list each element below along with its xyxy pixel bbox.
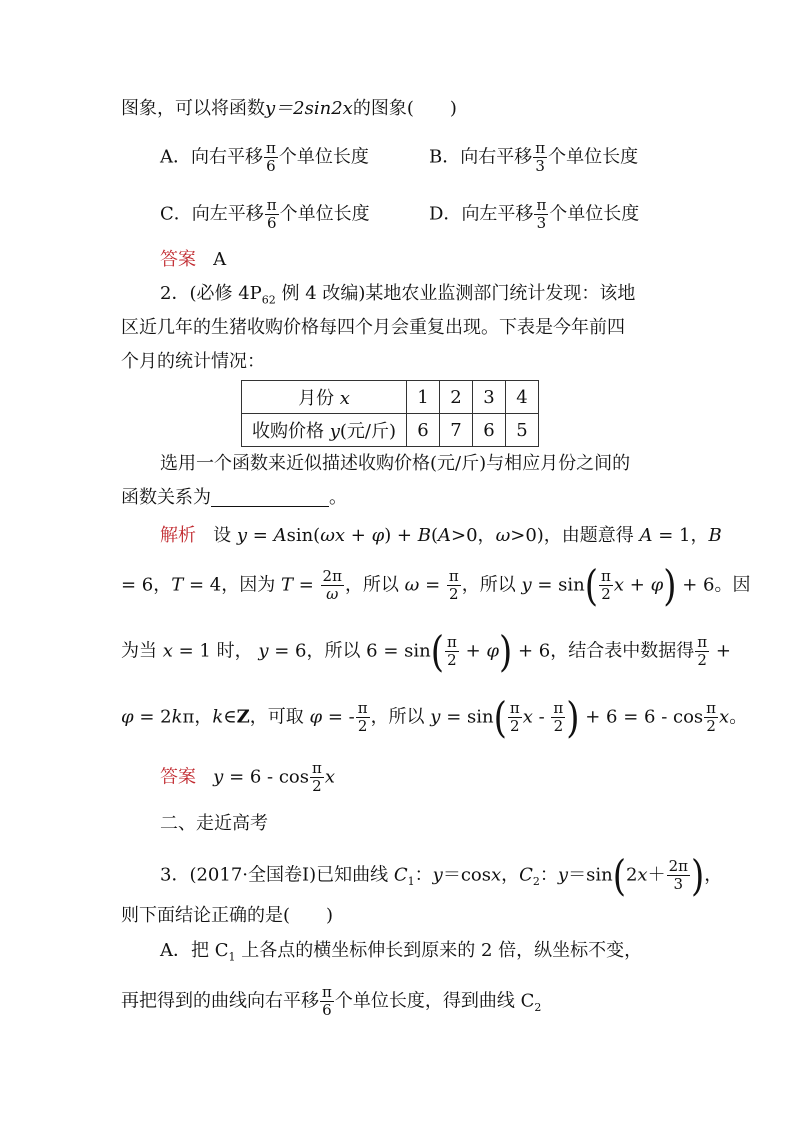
q1-option-d: D．向左平移 $\frac{\pi}{3}$ 个单位长度 [429,196,640,232]
section-title: 二、走近高考 [160,813,268,834]
q3-line2: 则下面结论正确的是( ) [121,905,334,926]
table-row [242,414,539,447]
table-cell: 1 [407,381,440,414]
table-cell: 2 [440,381,473,414]
answer-label: 答案 [160,766,196,788]
q2-analysis-line3: 为当 x = 1 时， y = 6，所以 6 = sin( $\frac{\pi}{2}$ + φ) + 6，结合表中数据得 $\frac{\pi}{2}$ + [121,626,731,677]
q1-option-c: C．向左平移 $\frac{\pi}{6}$ 个单位长度 [160,196,370,232]
q1-stem: 图象，可以将函数y＝2sin2x的图象( ) [121,98,457,119]
table-cell: 7 [440,414,473,447]
q2-line5: 函数关系为 。 [121,487,347,508]
table-cell: 4 [506,381,539,414]
q2-line4: 选用一个函数来近似描述收购价格(元/斤)与相应月份之间的 [160,453,631,474]
answer-label: 答案 [160,249,196,270]
q2-analysis-line1: 解析 设 y = Asin(ωx + φ) + B(A>0，ω>0)，由题意得 A = 1，B [160,525,722,546]
q2-analysis-line4: φ = 2kπ，k∈Z，可取 φ = - $\frac{\pi}{2}$ ，所以 y = sin( $\frac{\pi}{2}$ x - $\frac{\pi}{2}$ ) + 6 = 6 - cos $\frac{\pi}{2}$ x。 [121,692,748,743]
q1-option-a: A．向右平移 $\frac{\pi}{6}$ 个单位长度 [160,139,369,175]
q3-option-a-line2: 再把得到的曲线向右平移 $\frac{\pi}{6}$ 个单位长度，得到曲线 $C_2$ [121,983,542,1019]
q2-analysis-line2: = 6，T = 4，因为 T = $\frac{2\pi}{\omega}$ ，所以 ω = $\frac{\pi}{2}$ ，所以 y = sin( $\frac{\pi}{2}$ x + φ) + 6。因 [121,560,751,611]
q3-line1: 3．(2017·全国卷Ⅰ)已知曲线 $C_1$：y＝cosx，$C_2$：y＝sin(2x＋ $\frac{2\pi}{3}$ )， [160,850,723,901]
q3-option-a-line1: A．把 $C_1$ 上各点的横坐标伸长到原来的 2 倍，纵坐标不变， [160,940,643,964]
table-cell: 6 [473,414,506,447]
table-cell: 5 [506,414,539,447]
table-cell: 6 [407,414,440,447]
q2-line1: 2．(必修 $4P_{62}$ 例 4 改编)某地农业监测部门统计发现：该地 [160,283,636,307]
table-cell: 3 [473,381,506,414]
q2-line3: 个月的统计情况： [121,351,265,372]
q2-line2: 区近几年的生猪收购价格每四个月会重复出现。下表是今年前四 [121,317,625,338]
table-row [242,381,539,414]
q1-answer: 答案 A [160,249,227,270]
q2-answer: 答案 y = 6 - cos $\frac{\pi}{2}$ x [160,759,336,795]
table-header-month: 月份 x [242,381,407,414]
answer-blank [211,488,329,507]
price-table [241,380,539,447]
table-header-price: 收购价格 y(元/斤) [242,414,407,447]
q1-option-b: B．向右平移 $\frac{\pi}{3}$ 个单位长度 [429,139,639,175]
analysis-label: 解析 [160,525,196,546]
